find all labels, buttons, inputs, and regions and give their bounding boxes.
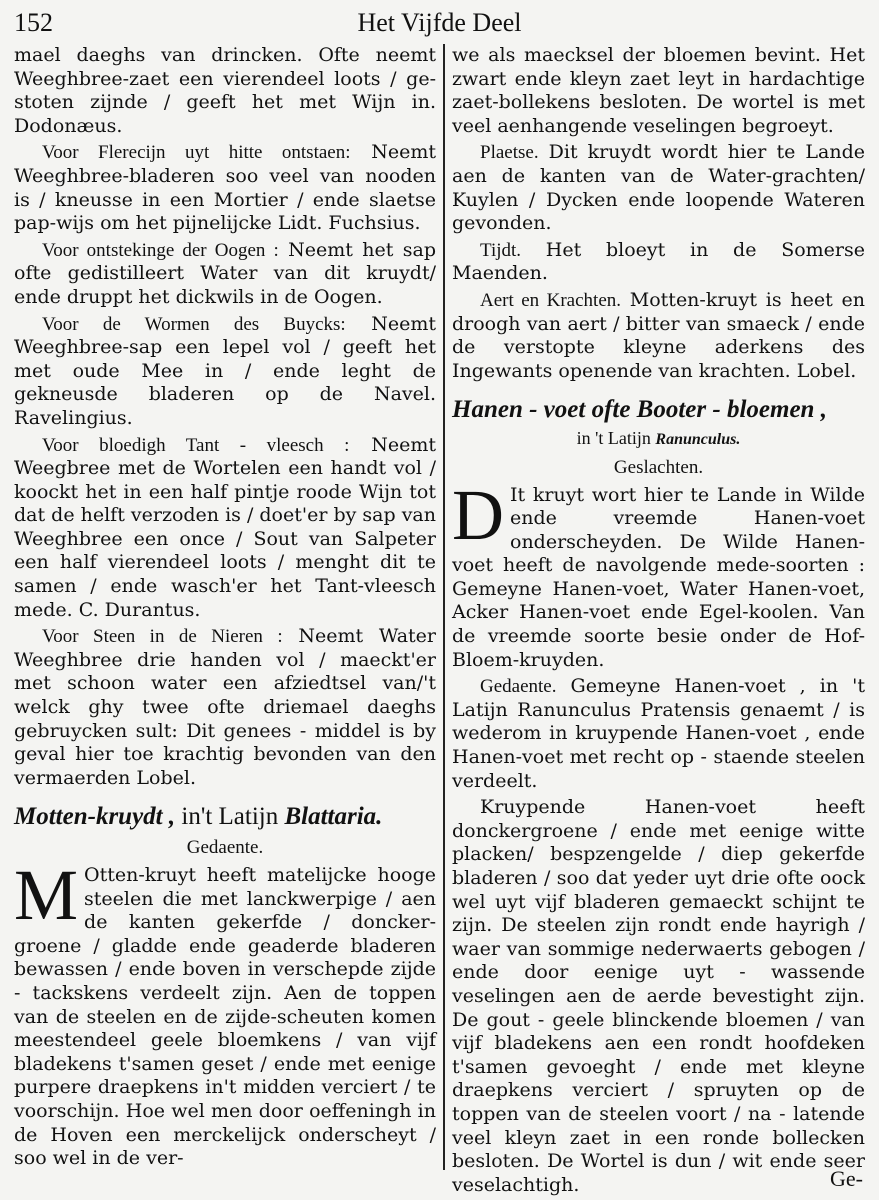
right-column [452, 44, 865, 1196]
paragraph: mael daeghs van drincken. Ofte neemt Weeghbree-zaet een vierendeel loots / ge-stoten zijnde / geeft het met Wijn in. Dodonæus. [14, 44, 436, 137]
latin-name: Ranunculus. [655, 431, 741, 449]
paragraph [452, 141, 865, 235]
paragraph-text: Dit kruydt wordt hier te Lande aen de kanten van de Water-grachten/ Kuylen / Dycken ende loopende Wateren gevonden. [452, 141, 865, 235]
paragraph-text: Neemt Weeghbree-sap een lepel vol / geeft het met oude Mee in / ende leght de gekneusde bladeren op de Navel. Ravelingius. [14, 312, 436, 429]
drop-cap: M [14, 855, 79, 935]
paragraph-text: Otten-kruyt heeft matelijcke hooge steelen die met lanckwerpige / aen de kanten gekerfde / doncker-groene / gladde ende geaderde bladeren bewassen / ende boven in verschepde zijde - tackskens verdeelt zijn. Aen de toppen van de steelen en de zijde-scheuten komen meestendeel geele bloemkens / van vijf bladekens t'samen geset / ende met eenige purpere draepkens in't midden verciert / te voorschijn. Hoe wel men door oeffeningh in de Hoven een merckelijck onderscheyt / soo wel in de ver- [14, 864, 436, 1170]
paragraph: we als maecksel der bloemen bevint. Het zwart ende kleyn zaet leyt in hardachtige zaet-bollekens besloten. De wortel is met veel aenhangende veselingen begroeyt. [452, 44, 865, 137]
paragraph [452, 289, 865, 383]
latin-name-line [452, 427, 865, 452]
heading-latin-name: Blattaria. [284, 803, 383, 831]
heading-name: Motten-kruydt , [14, 803, 176, 831]
paragraph-lead: Voor de Wormen des Buycks: [42, 313, 346, 335]
paragraph [14, 855, 436, 1171]
paragraph-lead: Voor Flerecijn uyt hitte ontstaen: [42, 142, 351, 164]
paragraph [14, 141, 436, 235]
paragraph-lead: Voor Steen in de Nieren : [42, 626, 283, 648]
paragraph-text: It kruyt wort hier te Lande in Wilde ende vreemde Hanen-voet onderscheyden. De Wilde Hanen-voet heeft de navolgende mede-soorten : Gemeyne Hanen-voet, Water Hanen-voet, Acker Hanen-voet ende Egel-koolen. Van de vreemde soorte besie onder de Hof-Bloem-kruyden. [452, 483, 865, 671]
paragraph-text: Gemeyne Hanen-voet , in 't Latijn Ranunculus Pratensis genaemt / is wederom in kruypende Hanen-voet , ende Hanen-voet met recht op - staende steelen verdeelt. [452, 675, 865, 792]
paragraph-text: Neemt het sap ofte gedistilleert Water van dit kruydt/ ende druppt het dickwils in de Oogen. [14, 238, 437, 308]
subsection-label: Gedaente. [186, 837, 264, 859]
page-header [14, 6, 865, 40]
paragraph-text: Het bloeyt in de Somerse Maenden. [452, 238, 865, 285]
left-column [14, 44, 436, 1170]
paragraph-text: Neemt Water Weeghbree drie handen vol / maeckt'er met schoon water een afziedtsel van/'t welck ghy twee ofte driemael daeghs gebruycken sult: Dit genees - middel is by geval hier toe krachtig bevonden van den vermaerden Lobel. [14, 625, 437, 789]
paragraph-lead: Aert en Krachten. [480, 289, 622, 311]
paragraph [452, 675, 865, 793]
paragraph-text: Neemt Weeghbree-bladeren soo veel van nooden is / kneusse in een Mortier / ende slaetse pap-wijs om het pijnelijcke Lidt. Fuchsius. [14, 141, 436, 235]
subsection-label: Geslachten. [613, 456, 704, 478]
section-heading-hanen-voet: Hanen - voet ofte Booter - bloemen , [452, 396, 827, 424]
drop-cap: D [452, 474, 504, 555]
paragraph [14, 239, 436, 310]
paragraph [14, 434, 436, 623]
catchword: Ge- [830, 1166, 863, 1191]
running-title: Het Vijfde Deel [357, 8, 522, 37]
paragraph-text: Motten-kruyt is heet en droogh van aert / bitter van smaeck / ende de verstopte kleyne aderkens des Ingewants openende van krachten. Lobel. [452, 288, 865, 382]
paragraph [14, 313, 436, 431]
paragraph-lead: Voor bloedigh Tant - vleesch : [42, 434, 350, 456]
paragraph: Kruypende Hanen-voet heeft donckergroene / ende met eenige witte placken/ bespzengelde / diep gekerfde bladeren / soo dat yeder uyt drie ofte oock wel uyt vijf bladeren gemaeckt schijnt te zijn. De steelen zijn rondt ende hayrigh / waer van sommige nederwaerts gebogen / ende door eenige uyt - wassende veselingen aen de aerde bevestight zijn. De gout - geele blinckende bloemen / van vijf bladekens aen een rondt hoofdeken t'samen gevoeght / ende met kleyne draepkens verciert / spruyten op de toppen van de steelen voort / na - latende veel kleyn zaet in een ronde bollecken besloten. De Wortel is dun / wit ende seer veselachtigh. [452, 796, 865, 1196]
paragraph-lead: Voor ontstekinge der Oogen : [42, 239, 279, 261]
paragraph [452, 474, 865, 673]
page-number: 152 [14, 8, 53, 37]
paragraph-text: Neemt Weegbree met de Wortelen een handt vol / koockt het in een half pintje roode Wijn tot dat de helft verzoden is / doet'er by sap van Weeghbree een once / Sout van Salpeter een half vierendeel loots / menght dit te samen / ende wasch'er het Tant-vleesch mede. C. Durantus. [14, 433, 436, 621]
section-heading-motten-kruydt [14, 802, 436, 832]
paragraph [452, 239, 865, 286]
paragraph-lead: Plaetse. [480, 142, 539, 164]
latin-label: in 't Latijn [576, 428, 656, 449]
paragraph [14, 625, 436, 790]
heading-latin-label: in't Latijn [175, 803, 285, 831]
paragraph-lead: Gedaente. [480, 676, 557, 698]
column-divider [443, 44, 445, 1170]
paragraph-lead: Tijdt. [480, 239, 522, 261]
